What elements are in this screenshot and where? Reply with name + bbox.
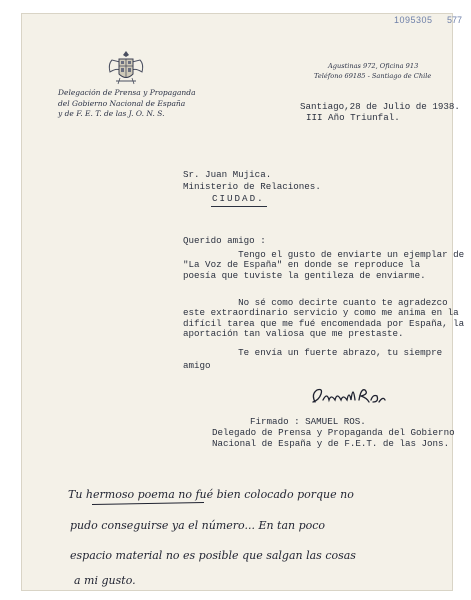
signer-title-cont: Nacional de España y de F.E.T. de las Jons. [212,438,450,449]
handwritten-note-line: espacio material no es posible que salgan las cosas [70,549,356,562]
body-paragraph-3: Te envía un fuerte abrazo, tu siempre [183,347,443,358]
address-line: Agustinas 972, Oficina 913 [328,62,419,70]
closing: amigo [183,360,211,371]
archive-page-number: 577 [447,15,463,25]
body-paragraph-1: Tengo el gusto de enviarte un ejemplar de "La Voz de España" en donde se reproduce la poesía que tuviste la gentileza de enviarme. [183,249,465,281]
letterhead [58,88,238,120]
recipient-city-underline [211,206,267,207]
letterhead-line: Delegación de Prensa y Propaganda [58,88,196,97]
office-address [314,61,471,81]
address-line: Teléfono 69185 - Santiago de Chile [314,72,432,80]
signer-title: Delegado de Prensa y Propaganda del Gobierno [212,427,455,438]
body-paragraph-2: No sé como decirte cuanto te agradezco este extraordinario servicio y como me anima en la difícil tarea que me fué encomendada por España, la aportación tan valiosa que me prestaste. [183,297,465,340]
letterhead-line: y de F. E. T. de las J. O. N. S. [58,109,165,118]
coat-of-arms-icon [106,48,146,88]
handwritten-signature [309,380,389,408]
letter-year-note: III Año Triunfal. [306,112,400,123]
recipient-name: Sr. Juan Mujica. [183,169,272,180]
recipient-city: CIUDAD. [212,193,265,204]
archive-number: 1095305 [394,15,433,25]
letter-date: Santiago,28 de Julio de 1938. [300,101,460,112]
signed-by: Firmado : SAMUEL ROS. [250,416,366,427]
letter-sheet [22,14,465,590]
recipient-office: Ministerio de Relaciones. [183,181,321,192]
handwritten-note-line: Tu hermoso poema no fué bien colocado porque no [68,488,354,501]
handwritten-note-line: a mi gusto. [74,574,136,587]
letterhead-line: del Gobierno Nacional de España [58,98,186,108]
greeting: Querido amigo : [183,235,266,246]
handwritten-note-line: pudo conseguirse ya el número... En tan poco [70,519,326,532]
handwritten-underline [92,502,204,505]
